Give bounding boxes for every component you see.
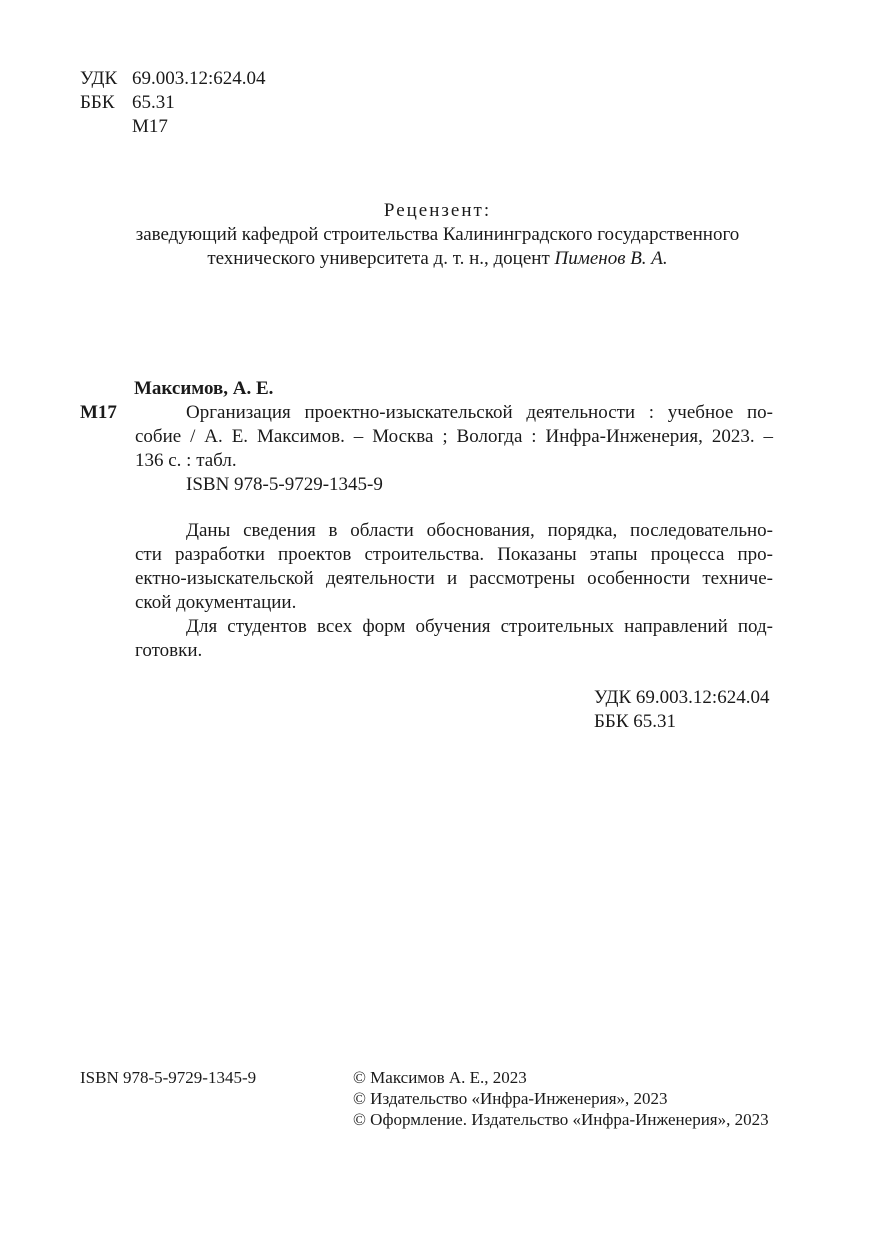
record-mark: М17 — [80, 402, 117, 423]
index-udk: УДК 69.003.12:624.04 — [594, 687, 770, 708]
bbk-row — [80, 91, 175, 115]
copyright-publisher: © Издательство «Инфра-Инженерия», 2023 — [353, 1089, 668, 1108]
footer-isbn: ISBN 978-5-9729-1345-9 — [80, 1068, 257, 1087]
annotation-p2-line-1: Для студентов всех форм обучения строительных направлений под- — [186, 616, 773, 637]
reviewer-name: Пименов В. А. — [554, 248, 668, 269]
udk-row — [80, 67, 266, 91]
bbk-value: 65.31 — [132, 92, 175, 113]
bbk-label: ББК — [80, 92, 115, 113]
copyright-design: © Оформление. Издательство «Инфра-Инженерия», 2023 — [353, 1110, 769, 1129]
reviewer-heading: Рецензент: — [383, 200, 492, 221]
udk-label: УДК — [80, 68, 118, 89]
record-line-3: 136 с. : табл. — [135, 450, 237, 471]
record-line-1: Организация проектно-изыскательской деятельности : учебное по- — [186, 402, 773, 423]
udk-value: 69.003.12:624.04 — [132, 68, 266, 89]
reviewer-line-1: заведующий кафедрой строительства Калининградского государственного — [135, 224, 740, 245]
annotation-p1-line-2: сти разработки проектов строительства. Показаны этапы процесса про- — [135, 544, 773, 565]
annotation-p2-line-2: готовки. — [135, 640, 203, 661]
annotation-p1-line-4: ской документации. — [135, 592, 297, 613]
copyright-author: © Максимов А. Е., 2023 — [353, 1068, 527, 1087]
record-isbn: ISBN 978-5-9729-1345-9 — [186, 474, 383, 495]
record-line-2: собие / А. Е. Максимов. – Москва ; Вологда : Инфра-Инженерия, 2023. – — [135, 426, 773, 447]
author-mark: М17 — [132, 116, 168, 137]
reviewer-position: технического университета д. т. н., доцент — [207, 248, 555, 269]
annotation-p1-line-3: ектно-изыскательской деятельности и рассмотрены особенности техниче- — [135, 568, 773, 589]
reviewer-line-2 — [0, 247, 875, 271]
author-heading: Максимов, А. Е. — [134, 378, 274, 399]
annotation-p1-line-1: Даны сведения в области обоснования, порядка, последовательно- — [186, 520, 773, 541]
index-bbk: ББК 65.31 — [594, 711, 676, 732]
